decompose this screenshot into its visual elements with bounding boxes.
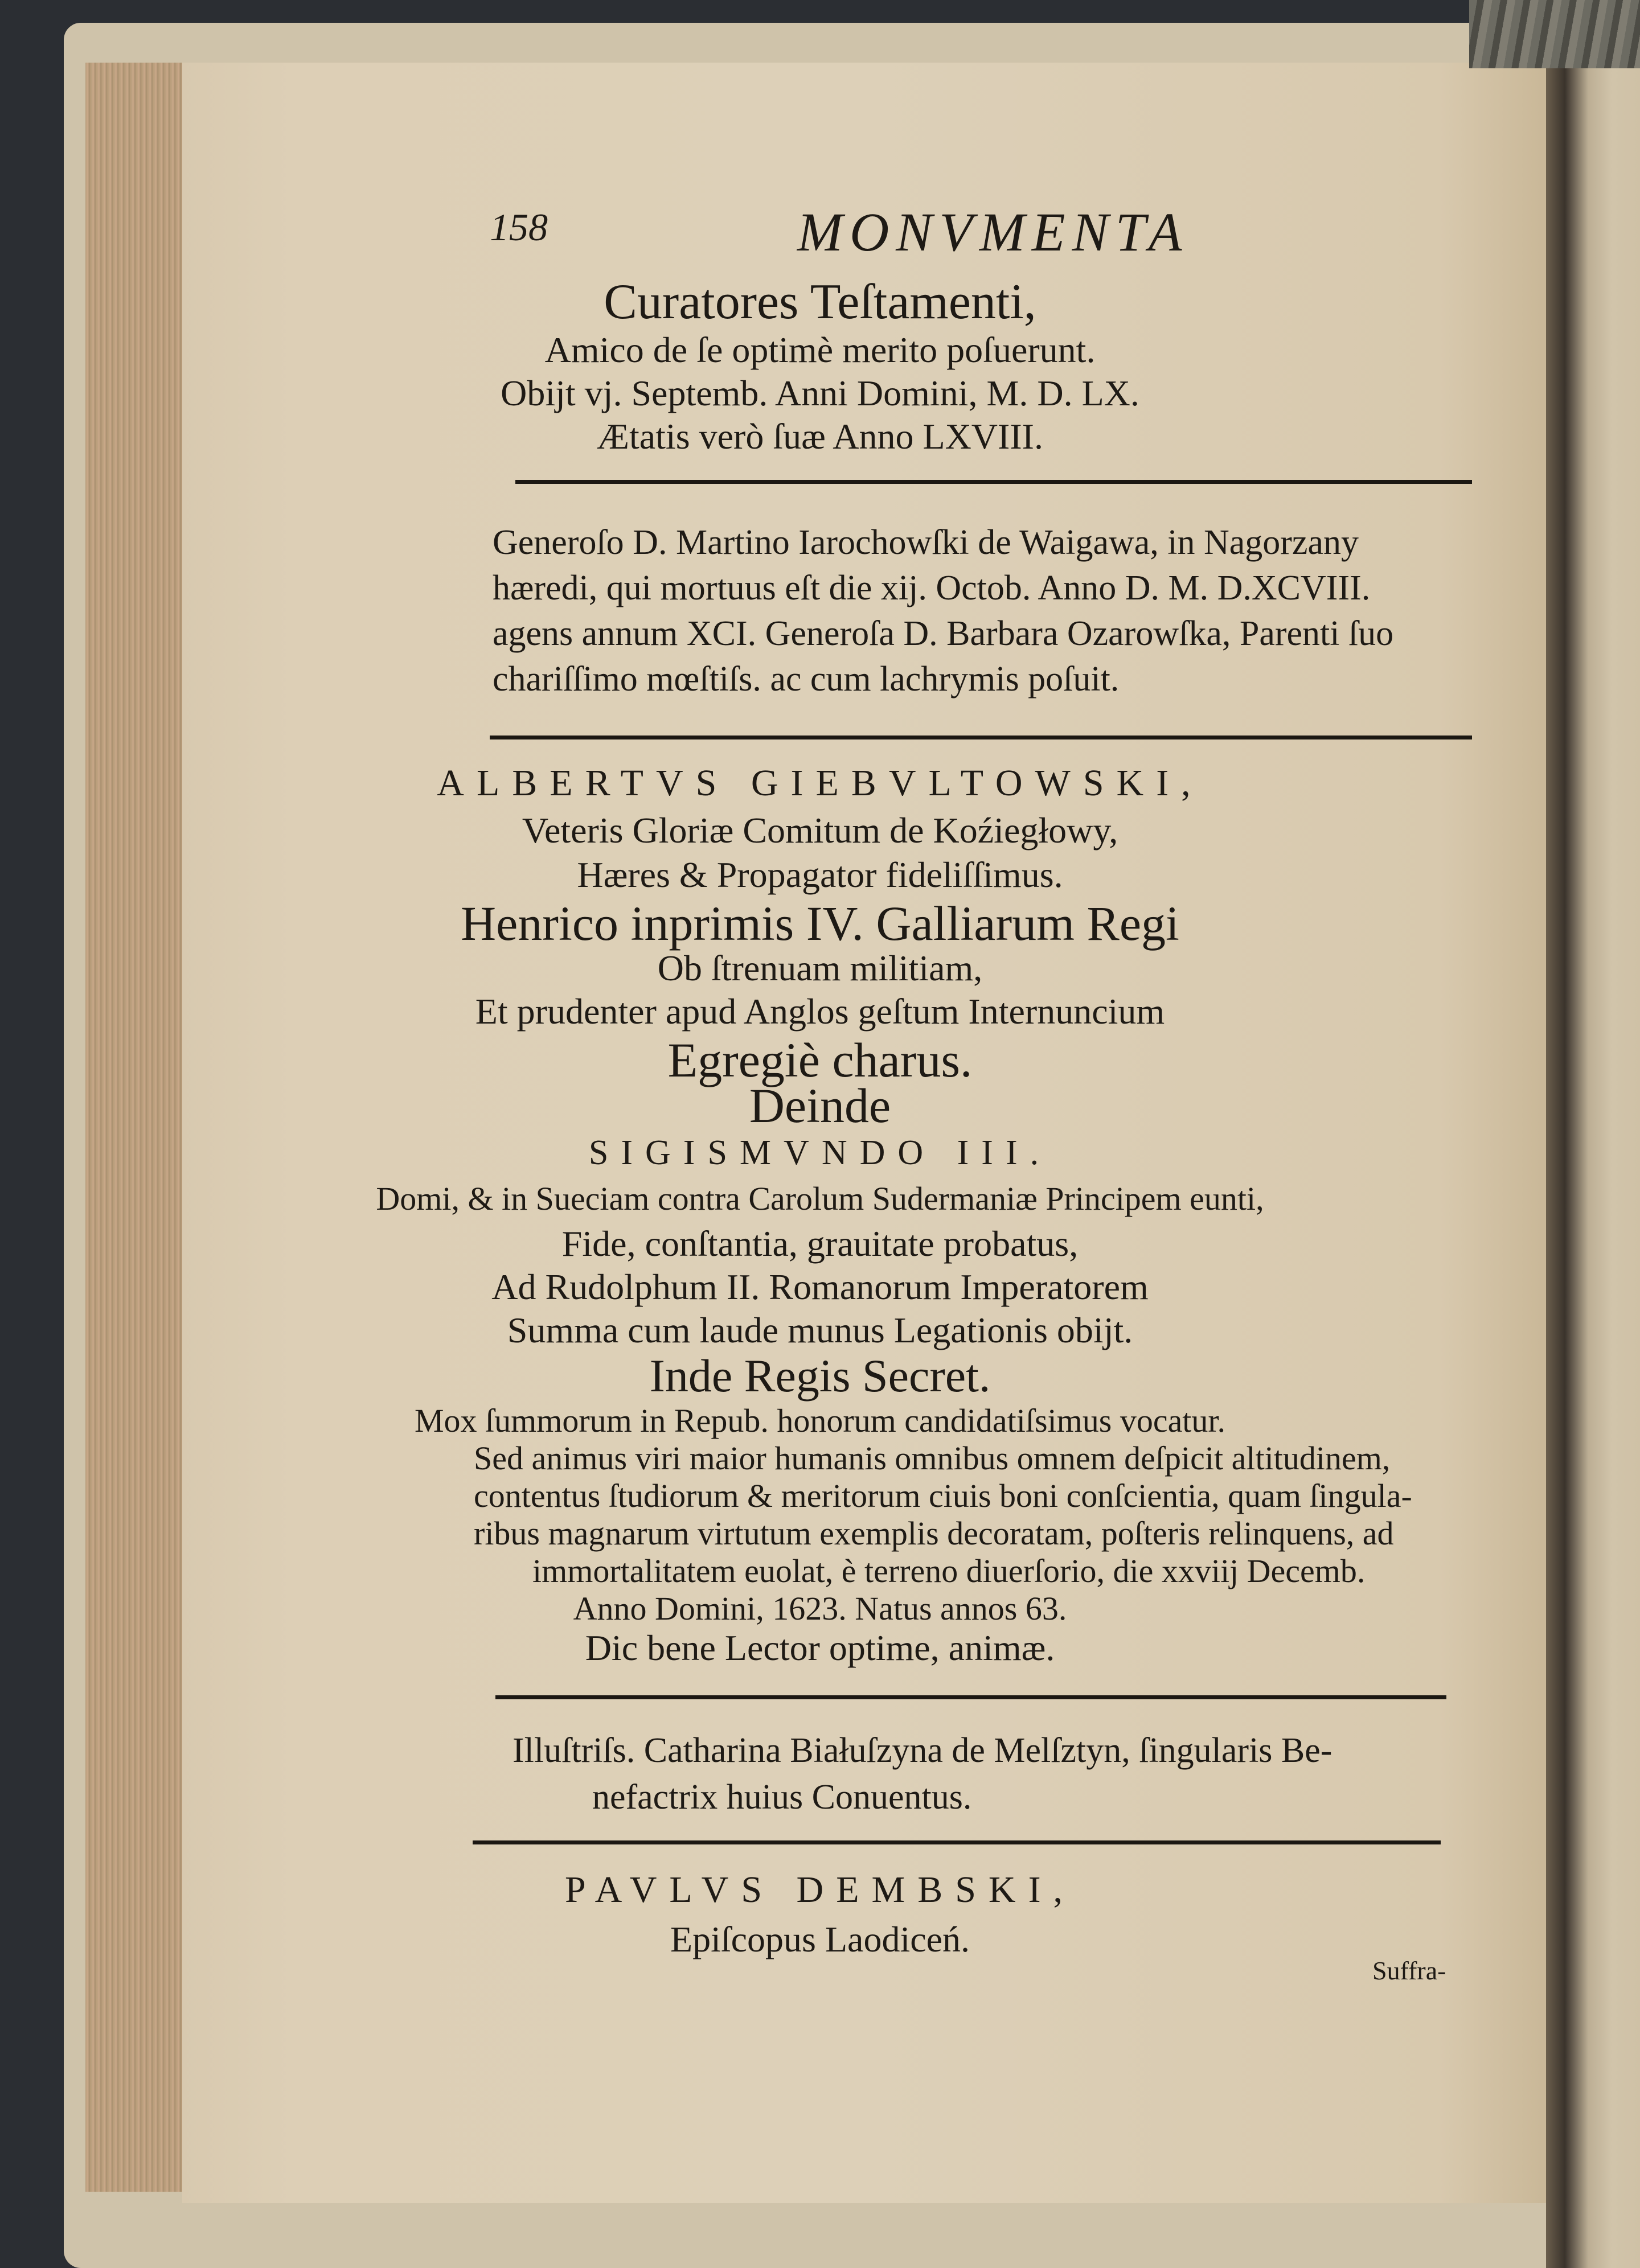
epitaph-line: Deinde <box>749 1078 891 1133</box>
epitaph-line: immortalitatem euolat, è terreno diuerſorio, die xxviij Decemb. <box>532 1552 1366 1589</box>
epitaph-line: Dic bene Lector optime, animæ. <box>585 1628 1055 1668</box>
epitaph-line: Obijt vj. Septemb. Anni Domini, M. D. LX. <box>501 373 1139 413</box>
epitaph-line: Summa cum laude munus Legationis obijt. <box>507 1310 1133 1350</box>
epitaph-line: Fide, conſtantia, grauitate probatus, <box>561 1223 1079 1264</box>
divider-rule <box>515 480 1472 484</box>
epitaph-line: ribus magnarum virtutum exemplis decoratam, poſteris relinquens, ad <box>474 1515 1394 1552</box>
epitaph-line: Veteris Gloriæ Comitum de Koźiegłowy, <box>522 810 1118 850</box>
ribbon-bookmark <box>1469 0 1640 68</box>
epitaph-line: Epiſcopus Laodiceń. <box>670 1919 970 1959</box>
epitaph-line: Egregiè charus. <box>667 1033 973 1087</box>
epitaph-line: hæredi, qui mortuus eſt die xij. Octob. Anno D. M. D.XCVIII. <box>493 569 1371 607</box>
epitaph-name: PAVLVS DEMBSKI, <box>564 1869 1076 1910</box>
epitaph-line: Illuſtriſs. Catharina Białuſzyna de Melſztyn, ſingularis Be- <box>512 1731 1332 1770</box>
epitaph-line: nefactrix huius Conuentus. <box>592 1778 972 1817</box>
epitaph-line: Mox ſummorum in Repub. honorum candidatiſsimus vocatur. <box>414 1402 1226 1439</box>
epitaph-line: agens annum XCI. Generoſa D. Barbara Ozarowſka, Parenti ſuo <box>493 614 1394 653</box>
epitaph-line: chariſſimo mœſtiſs. ac cum lachrymis poſuit. <box>493 660 1120 699</box>
epitaph-line: Sed animus viri maior humanis omnibus omnem deſpicit altitudinem, <box>474 1440 1391 1477</box>
epitaph-name: ALBERTVS GIEBVLTOWSKI, <box>437 762 1203 804</box>
epitaph-line: Ad Rudolphum II. Romanorum Imperatorem <box>491 1267 1149 1307</box>
epitaph-line: Generoſo D. Martino Iarochowſki de Waigawa, in Nagorzany <box>493 523 1359 562</box>
running-title: MONVMENTA <box>797 202 1189 262</box>
divider-rule <box>495 1695 1446 1699</box>
catchword: Suffra- <box>1372 1956 1446 1985</box>
epitaph-line: Curatores Teſtamenti, <box>604 274 1036 330</box>
epitaph-line: Ob ſtrenuam militiam, <box>657 948 983 988</box>
divider-rule <box>490 736 1472 739</box>
divider-rule <box>473 1840 1441 1844</box>
epitaph-line: Ætatis verò ſuæ Anno LXVIII. <box>597 416 1043 457</box>
page-number: 158 <box>490 206 548 249</box>
epitaph-line: Anno Domini, 1623. Natus annos 63. <box>573 1590 1067 1627</box>
epitaph-line: Et prudenter apud Anglos geſtum Internuncium <box>475 991 1165 1032</box>
epitaph-line: Henrico inprimis IV. Galliarum Regi <box>461 896 1179 951</box>
epitaph-line: Amico de ſe optimè merito poſuerunt. <box>544 330 1096 370</box>
epitaph-line: Domi, & in Sueciam contra Carolum Sudermaniæ Principem eunti, <box>376 1180 1264 1217</box>
epitaph-line: Inde Regis Secret. <box>649 1350 991 1402</box>
epitaph-line: contentus ſtudiorum & meritorum ciuis boni conſcientia, quam ſingula- <box>474 1477 1412 1514</box>
epitaph-name: SIGISMVNDO III. <box>588 1133 1052 1172</box>
epitaph-line: Hæres & Propagator fideliſſimus. <box>577 854 1063 895</box>
